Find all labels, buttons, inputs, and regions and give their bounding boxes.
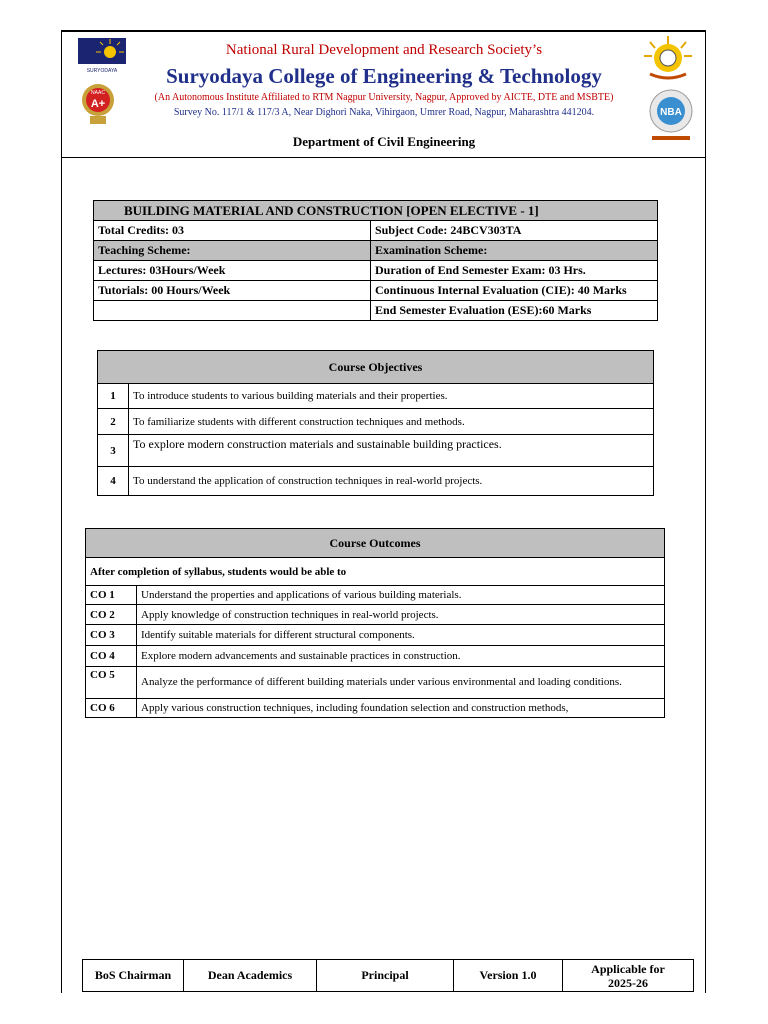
outcome-text: Identify suitable materials for different structural components. xyxy=(137,625,665,646)
objective-number: 2 xyxy=(98,409,129,435)
course-outcomes-table xyxy=(85,528,665,718)
outcome-text: Analyze the performance of different building materials under various environmental and loading conditions. xyxy=(137,667,665,699)
outcome-row xyxy=(86,699,665,718)
outcome-row xyxy=(86,646,665,667)
page-frame xyxy=(61,30,706,993)
cie-marks: Continuous Internal Evaluation (CIE): 40 Marks xyxy=(371,281,658,301)
affiliation-line: (An Autonomous Institute Affiliated to RTM Nagpur University, Nagpur, Approved by AICTE, DTE and MSBTE) xyxy=(154,92,614,103)
outcome-row xyxy=(86,625,665,646)
subject-code: Subject Code: 24BCV303TA xyxy=(371,221,658,241)
svg-text:SURYODAYA: SURYODAYA xyxy=(86,68,118,74)
outcome-id: CO 2 xyxy=(86,605,137,625)
objective-row xyxy=(98,384,654,409)
outcome-id: CO 6 xyxy=(86,699,137,718)
ese-marks: End Semester Evaluation (ESE):60 Marks xyxy=(371,301,658,321)
outcome-id: CO 4 xyxy=(86,646,137,667)
society-name: National Rural Development and Research Society’s xyxy=(225,42,543,58)
empty-cell xyxy=(94,301,371,321)
applicable-label: Applicable for xyxy=(591,961,665,976)
outcome-id: CO 1 xyxy=(86,586,137,605)
teaching-scheme-label: Teaching Scheme: xyxy=(94,241,371,261)
svg-text:NAAC: NAAC xyxy=(91,90,105,96)
svg-text:NBA: NBA xyxy=(660,107,682,118)
objective-row xyxy=(98,467,654,496)
principal: Principal xyxy=(317,960,454,992)
exam-duration: Duration of End Semester Exam: 03 Hrs. xyxy=(371,261,658,281)
dean-academics: Dean Academics xyxy=(184,960,317,992)
objective-row xyxy=(98,435,654,467)
outcome-row xyxy=(86,605,665,625)
outcome-id: CO 3 xyxy=(86,625,137,646)
objective-number: 4 xyxy=(98,467,129,496)
lectures: Lectures: 03Hours/Week xyxy=(94,261,371,281)
outcomes-heading: Course Outcomes xyxy=(86,529,665,558)
outcomes-intro: After completion of syllabus, students would be able to xyxy=(86,558,665,586)
outcome-row xyxy=(86,586,665,605)
objective-number: 1 xyxy=(98,384,129,409)
outcome-id: CO 5 xyxy=(86,667,137,699)
objective-number: 3 xyxy=(98,435,129,467)
applicable-year: 2025-26 xyxy=(608,975,648,990)
outcome-text: Explore modern advancements and sustainable practices in construction. xyxy=(137,646,665,667)
outcome-text: Understand the properties and applications of various building materials. xyxy=(137,586,665,605)
examination-scheme-label: Examination Scheme: xyxy=(371,241,658,261)
course-title: BUILDING MATERIAL AND CONSTRUCTION [OPEN ELECTIVE - 1] xyxy=(94,201,658,221)
objectives-heading: Course Objectives xyxy=(98,351,654,384)
college-name: Suryodaya College of Engineering & Technology xyxy=(166,64,602,88)
objective-text: To understand the application of construction techniques in real-world projects. xyxy=(129,467,654,496)
objective-text: To introduce students to various building materials and their properties. xyxy=(129,384,654,409)
course-objectives-table xyxy=(97,350,654,496)
course-info-table xyxy=(93,200,658,321)
objective-row xyxy=(98,409,654,435)
department-name: Department of Civil Engineering xyxy=(292,134,476,149)
applicable-for xyxy=(563,960,694,992)
outcome-row xyxy=(86,667,665,699)
outcome-text: Apply various construction techniques, including foundation selection and construction methods, xyxy=(137,699,665,718)
objective-text: To familiarize students with different construction techniques and methods. xyxy=(129,409,654,435)
header-divider xyxy=(62,157,705,158)
signoff-table xyxy=(82,959,694,992)
bos-chairman: BoS Chairman xyxy=(83,960,184,992)
outcome-text: Apply knowledge of construction techniques in real-world projects. xyxy=(137,605,665,625)
svg-text:A+: A+ xyxy=(90,98,106,110)
tutorials: Tutorials: 00 Hours/Week xyxy=(94,281,371,301)
address-line: Survey No. 117/1 & 117/3 A, Near Dighori Naka, Vihirgaon, Umrer Road, Nagpur, Maharashtra 441204. xyxy=(173,107,595,118)
version: Version 1.0 xyxy=(454,960,563,992)
total-credits: Total Credits: 03 xyxy=(94,221,371,241)
objective-text: To explore modern construction materials and sustainable building practices. xyxy=(129,435,654,467)
